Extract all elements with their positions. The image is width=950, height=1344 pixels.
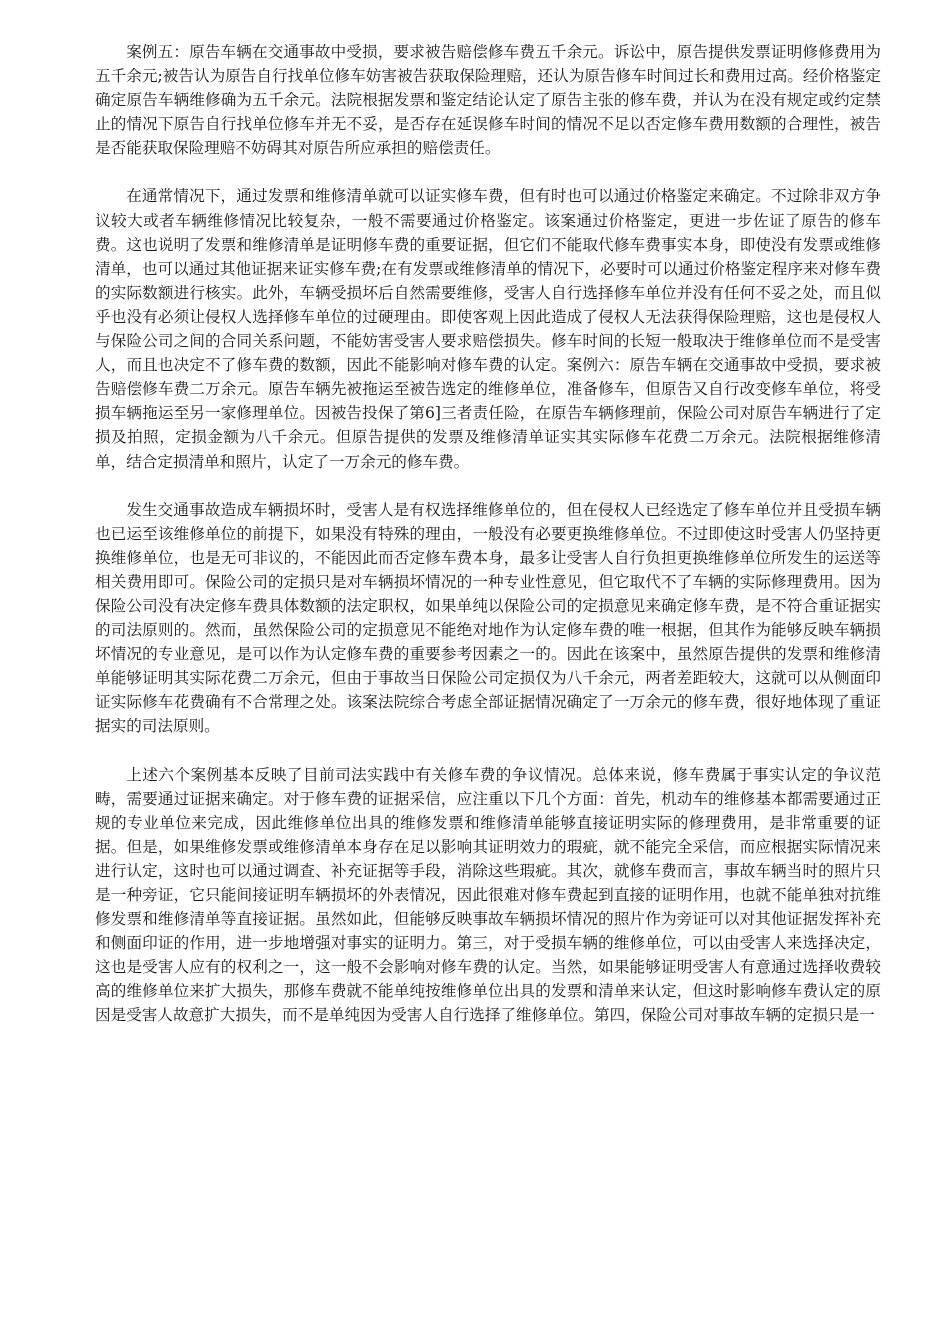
paragraph-repair-unit-choice: 发生交通事故造成车辆损坏时，受害人是有权选择维修单位的，但在侵权人已经选定了修车单位并且受损车辆也已运至该维修单位的前提下，如果没有特殊的理由，一般没有必要更换维修单位。不过即使这时受害人仍坚持更换维修单位，也是无可非议的，不能因此而否定修车费本身，最多让受害人自行负担更换维修单位所发生的运送等相关费用即可。保险公司的定损只是对车辆损坏情况的一种专业性意见，但它取代不了车辆的实际修理费用。因为保险公司没有决定修车费具体数额的法定职权，如果单纯以保险公司的定损意见来确定修车费，是不符合重证据实的司法原则的。然而，虽然保险公司的定损意见不能绝对地作为认定修车费的唯一根据，但其作为能够反映车辆损坏情况的专业意见，是可以作为认定修车费的重要参考因素之一的。因此在该案中，虽然原告提供的发票和维修清单能够证明其实际花费二万余元，但由于事故当日保险公司定损仅为八千余元，两者差距较大，这就可以从侧面印证实际修车花费确有不合常理之处。该案法院综合考虑全部证据情况确定了一万余元的修车费，很好地体现了重证据实的司法原则。 [95, 500, 881, 736]
paragraph-case-five: 案例五：原告车辆在交通事故中受损，要求被告赔偿修车费五千余元。诉讼中，原告提供发票证明修修费用为五千余元;被告认为原告自行找单位修车妨害被告获取保险理赔，还认为原告修车时间过长和费用过高。经价格鉴定确定原告车辆维修确为五千余元。法院根据发票和鉴定结论认定了原告主张的修车费，并认为在没有规定或约定禁止的情况下原告自行找单位修车并无不妥，是否存在延误修车时间的情况不足以否定修车费用数额的合理性，被告是否能获取保险理赔不妨碍其对原告所应承担的赔偿责任。 [95, 43, 881, 158]
paragraph-analysis-case-six: 在通常情况下，通过发票和维修清单就可以证实修车费，但有时也可以通过价格鉴定来确定。不过除非双方争议较大或者车辆维修情况比较复杂，一般不需要通过价格鉴定。该案通过价格鉴定，更进一步佐证了原告的修车费。这也说明了发票和维修清单是证明修车费的重要证据，但它们不能取代修车费事实本身，即使没有发票或维修清单，也可以通过其他证据来证实修车费;在有发票或维修清单的情况下，必要时可以通过价格鉴定程序来对修车费的实际数额进行核实。此外，车辆受损坏后自然需要维修，受害人自行选择修车单位并没有任何不妥之处，而且似乎也没有必须让侵权人选择修车单位的过硬理由。即使客观上因此造成了侵权人无法获得保险理赔，这也是侵权人与保险公司之间的合同关系问题，不能妨害受害人要求赔偿损失。修车时间的长短一般取决于维修单位而不是受害人，而且也决定不了修车费的数额，因此不能影响对修车费的认定。案例六：原告车辆在交通事故中受损，要求被告赔偿修车费二万余元。原告车辆先被拖运至被告选定的维修单位，准备修车，但原告又自行改变修车单位，将受损车辆拖运至另一家修理单位。因被告投保了第6]三者责任险，在原告车辆修理前，保险公司对原告车辆进行了定损及拍照，定损金额为八千余元。但原告提供的发票及维修清单证实其实际修车花费二万余元。法院根据维修清单，结合定损清单和照片，认定了一万余元的修车费。 [95, 187, 881, 471]
document-body [95, 40, 881, 1052]
paragraph-summary: 上述六个案例基本反映了目前司法实践中有关修车费的争议情况。总体来说，修车费属于事实认定的争议范畴，需要通过证据来确定。对于修车费的证据采信，应注重以下几个方面：首先，机动车的维修基本都需要通过正规的专业单位来完成，因此维修单位出具的维修发票和维修清单能够直接证明实际的修理费用，是非常重要的证据。但是，如果维修发票或维修清单本身存在足以影响其证明效力的瑕疵，就不能完全采信，而应根据实际情况来进行认定，这时也可以通过调查、补充证据等手段，消除这些瑕疵。其次，就修车费而言，事故车辆当时的照片只是一种旁证，它只能间接证明车辆损坏的外表情况，因此很难对修车费起到直接的证明作用，也就不能单独对抗维修发票和维修清单等直接证据。虽然如此，但能够反映事故车辆损坏情况的照片作为旁证可以对其他证据发挥补充和侧面印证的作用，进一步地增强对事实的证明力。第三，对于受损车辆的维修单位，可以由受害人来选择决定，这也是受害人应有的权利之一，这一般不会影响对修车费的认定。当然，如果能够证明受害人有意通过选择收费较高的维修单位来扩大损失，那修车费就不能单纯按维修单位出具的发票和清单来认定，但这时影响修车费认定的原因是受害人故意扩大损失，而不是单纯因为受害人自行选择了维修单位。第四，保险公司对事故车辆的定损只是一 [95, 765, 881, 1025]
